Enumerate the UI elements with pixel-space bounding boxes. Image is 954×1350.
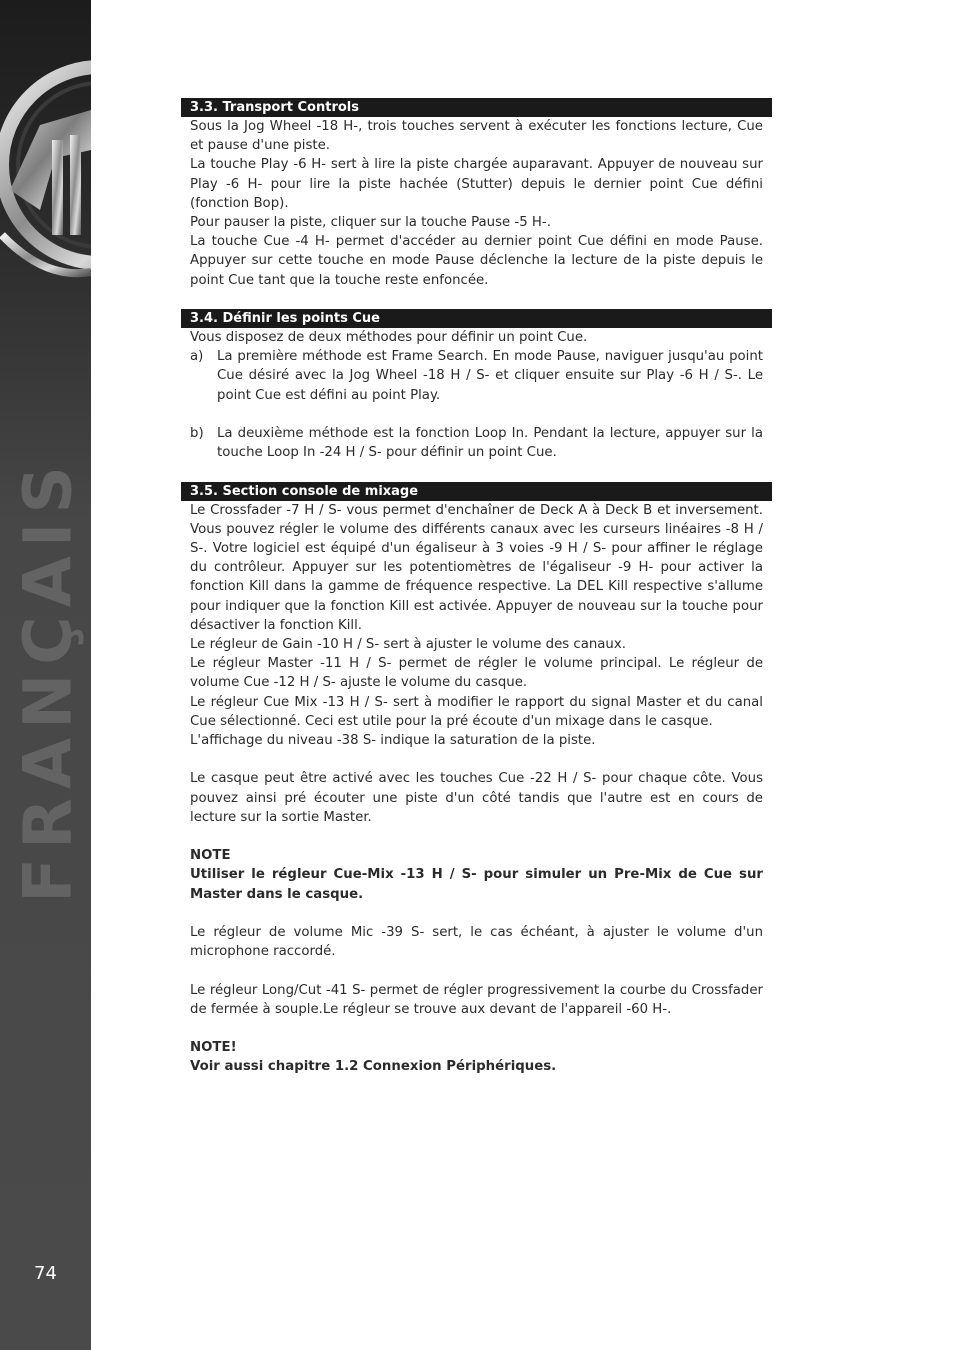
note-title: NOTE!: [190, 1040, 237, 1056]
page-number: 74: [34, 1263, 57, 1284]
paragraph: Le régleur de Gain -10 H / S- sert à ajuster le volume des canaux.: [190, 637, 626, 653]
language-label: FRANÇAIS: [9, 457, 87, 903]
page-content: [181, 98, 772, 1077]
list-item-text: La première méthode est Frame Search. En mode Pause, naviguer jusqu'au point Cue désiré avec la Jog Wheel -18 H / S- et cliquer ensuite sur Play -6 H / S-. Le point Cue est défini au point Play.: [217, 349, 763, 403]
section-heading-transport-controls: 3.3. Transport Controls: [181, 98, 772, 117]
paragraph: Le Crossfader -7 H / S- vous permet d'enchaîner de Deck A à Deck B et inversement. Vous pouvez régler le volume des différents canaux avec les curseurs linéaires -8 H / S-. Votre logiciel est équipé d'un égaliseur à 3 voies -9 H / S- pour affiner le réglage du contrôleur. Appuyer sur les potentiomètres de l'égaliseur -9 H- pour activer la fonction Kill dans la gamme de fréquence respective. La DEL Kill respective s'allume pour indiquer que la fonction Kill est activée. Appuyer de nouveau sur la touche pour désactiver la fonction Kill.: [190, 502, 763, 633]
list-item-text: La deuxième méthode est la fonction Loop In. Pendant la lecture, appuyer sur la touche Loop In -24 H / S- pour définir un point Cue.: [217, 426, 763, 461]
list-item: [190, 424, 763, 462]
paragraph: Le régleur Cue Mix -13 H / S- sert à modifier le rapport du signal Master et du canal Cue sélectionné. Ceci est utile pour la pré écoute d'un mixage dans le casque.: [190, 694, 763, 729]
paragraph: Le régleur Master -11 H / S- permet de régler le volume principal. Le régleur de volume Cue -12 H / S- ajuste le volume du casque.: [190, 656, 763, 691]
list-marker: b): [190, 426, 204, 442]
paragraph: Le casque peut être activé avec les touches Cue -22 H / S- pour chaque côte. Vous pouvez ainsi pré écouter une piste d'un côté tandis que l'autre est en cours de lecture sur la sortie Master.: [190, 771, 763, 825]
note-text: Utiliser le régleur Cue-Mix -13 H / S- pour simuler un Pre-Mix de Cue sur Master dans le casque.: [190, 867, 763, 902]
language-sidebar: [0, 0, 91, 1350]
brand-logo-icon: [0, 40, 91, 290]
paragraph: L'affichage du niveau -38 S- indique la saturation de la piste.: [190, 733, 596, 749]
note-text: Voir aussi chapitre 1.2 Connexion Périphériques.: [190, 1059, 557, 1075]
paragraph: Vous disposez de deux méthodes pour définir un point Cue.: [190, 330, 588, 346]
paragraph: Le régleur de volume Mic -39 S- sert, le cas échéant, à ajuster le volume d'un microphone raccordé.: [190, 925, 763, 960]
paragraph: La touche Play -6 H- sert à lire la piste chargée auparavant. Appuyer de nouveau sur Play -6 H- pour lire la piste hachée (Stutter) depuis le dernier point Cue défini (fonction Bop).: [190, 157, 763, 211]
list-item: [190, 347, 763, 405]
paragraph: Le régleur Long/Cut -41 S- permet de régler progressivement la courbe du Crossfader de fermée à souple.Le régleur se trouve aux devant de l'appareil -60 H-.: [190, 982, 763, 1017]
paragraph: Sous la Jog Wheel -18 H-, trois touches servent à exécuter les fonctions lecture, Cue et pause d'une piste.: [190, 119, 763, 154]
note-title: NOTE: [190, 848, 231, 864]
section-heading-mixer-console: 3.5. Section console de mixage: [181, 482, 772, 501]
paragraph: Pour pauser la piste, cliquer sur la touche Pause -5 H-.: [190, 215, 551, 231]
paragraph: La touche Cue -4 H- permet d'accéder au dernier point Cue défini en mode Pause. Appuyer sur cette touche en mode Pause déclenche la lecture de la piste depuis le point Cue tant que la touche reste enfoncée.: [190, 234, 763, 288]
section-heading-cue-points: 3.4. Définir les points Cue: [181, 309, 772, 328]
list-marker: a): [190, 349, 204, 365]
